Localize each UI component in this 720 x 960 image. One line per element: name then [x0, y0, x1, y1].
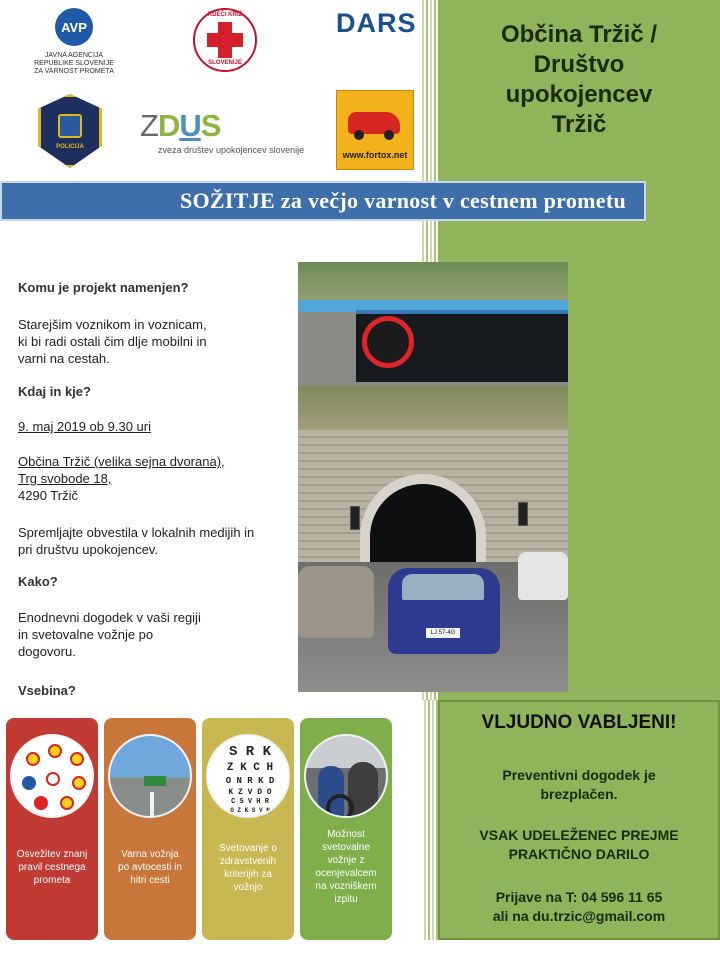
banner-title: SOŽITJE za večjo varnost v cestnem prometu — [179, 188, 626, 213]
topic-card-health — [202, 718, 294, 940]
photo-hillside — [298, 386, 568, 436]
decorative-stripes — [424, 700, 438, 940]
photo-car-windshield — [402, 574, 484, 600]
photo-car-left — [298, 566, 374, 638]
invitation-title: VLJUDNO VABLJENI! — [481, 712, 677, 733]
answer-target-audience: Starejšim voznikom in voznicam, ki bi radi ostali čim dlje mobilni in varni na cestah. — [18, 317, 207, 366]
eye-chart-image: S R K Z K C H O N R K D K Z V D O C S V H R O Z K S V N — [206, 734, 290, 818]
question-content: Vsebina? — [18, 683, 76, 698]
wheel-icon — [384, 130, 394, 140]
highway-sign-icon — [144, 776, 166, 786]
topic-card-highway — [104, 718, 196, 940]
highway-image — [108, 734, 192, 818]
answer-how: Enodnevni dogodek v vaši regiji in svetovalne vožnje po dogovoru. — [18, 610, 201, 659]
red-cross-icon-bar — [207, 33, 243, 47]
fortox-url: www.fortox.net — [342, 150, 408, 160]
topic-card-test-drive — [300, 718, 392, 940]
driver-image — [304, 734, 388, 818]
zdus-logo-text: zveza društev upokojencev slovenije — [158, 145, 305, 155]
topic-card-label: Svetovanje o zdravstvenih kriterijih za vožnjo — [219, 843, 277, 893]
question-target-audience: Komu je projekt namenjen? — [18, 280, 189, 295]
red-cross-bottom-text: SLOVENIJE — [208, 60, 242, 66]
contact-phone: Prijave na T: 04 596 11 65 — [495, 889, 663, 905]
traffic-sign-icon — [72, 776, 86, 790]
traffic-sign-icon — [60, 796, 74, 810]
no-overtaking-trucks-icon — [362, 316, 414, 368]
gift-text: VSAK UDELEŽENEC PREJME PRAKTIČNO DARILO — [479, 827, 679, 862]
contact-email[interactable]: ali na du.trzic@gmail.com — [492, 908, 666, 924]
topic-card-label: Možnost svetovalne vožnje z ocenjevalcem na vozniškem izpitu — [315, 829, 377, 905]
steering-wheel-icon — [326, 794, 354, 818]
photo-license-plate: LJ 57-4G — [426, 628, 460, 638]
zdus-logo: ZDUS — [140, 108, 221, 143]
traffic-sign-icon — [48, 744, 62, 758]
topic-card-label: Osvežitev znanj pravil cestnega prometa — [16, 849, 88, 886]
avp-mark: AVP — [61, 19, 87, 35]
title-banner — [0, 181, 646, 221]
photo-car-right — [518, 552, 568, 600]
traffic-sign-icon — [46, 772, 60, 786]
question-how: Kako? — [18, 574, 58, 589]
police-badge-text: POLICIJA — [56, 144, 84, 150]
free-event-text: Preventivni dogodek je brezplačen. — [502, 767, 656, 802]
avp-logo-text: JAVNA AGENCIJA REPUBLIKE SLOVENIJE ZA VARNOST PROMETA — [34, 52, 114, 75]
follow-notice: Spremljajte obvestila v lokalnih medijih in pri društvu upokojencev. — [18, 525, 255, 557]
red-cross-top-text: RDEČI KRIŽ — [207, 12, 243, 18]
traffic-signs-image — [10, 734, 94, 818]
organizer-title: Občina Tržič / Društvo upokojencev Tržič — [500, 21, 658, 138]
question-when-where: Kdaj in kje? — [18, 384, 91, 399]
traffic-sign-icon — [34, 796, 48, 810]
traffic-light-icon — [518, 502, 528, 526]
traffic-light-icon — [350, 506, 360, 530]
avp-logo — [55, 8, 93, 46]
dars-logo: DARS — [336, 8, 417, 38]
contact-info — [440, 888, 718, 926]
traffic-sign-icon — [70, 752, 84, 766]
road-line-icon — [150, 792, 154, 818]
topic-card-rules — [6, 718, 98, 940]
event-date: 9. maj 2019 ob 9.30 uri — [18, 419, 151, 434]
event-place: Občina Tržič (velika sejna dvorana), Trg svobode 18, 4290 Tržič — [18, 454, 225, 503]
police-emblem-icon — [58, 114, 82, 138]
highway-tunnel-photo — [298, 262, 568, 692]
topic-card-label: Varna vožnja po avtocesti in hitri cesti — [118, 849, 182, 886]
wheel-icon — [354, 130, 364, 140]
traffic-sign-icon — [26, 752, 40, 766]
traffic-sign-icon — [22, 776, 36, 790]
